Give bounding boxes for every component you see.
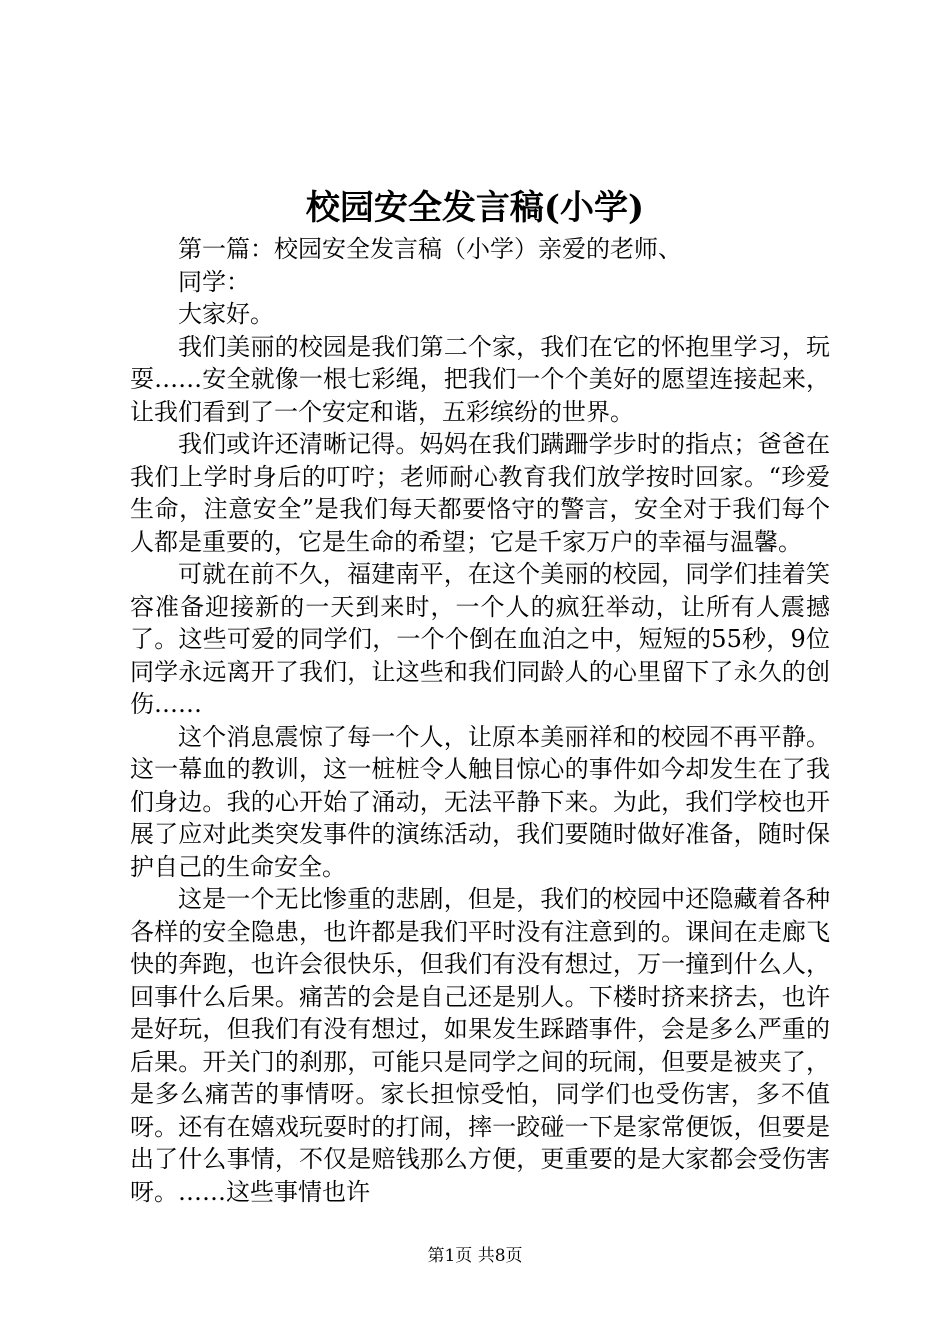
paragraph-body: 我们美丽的校园是我们第二个家，我们在它的怀抱里学习，玩耍……安全就像一根七彩绳，把我们一个个美好的愿望连接起来，让我们看到了一个安定和谐，五彩缤纷的世界。 [130, 332, 830, 426]
paragraph-body: 可就在前不久，福建南平，在这个美丽的校园，同学们挂着笑容准备迎接新的一天到来时，一个人的疯狂举动，让所有人震撼了。这些可爱的同学们，一个个倒在血泊之中，短短的55秒，9位同学永远离开了我们，让这些和我们同龄人的心里留下了永久的创伤…… [130, 560, 830, 718]
paragraph-greeting-hello: 大家好。 [178, 300, 274, 328]
document-body [130, 233, 830, 1208]
paragraph-body: 这个消息震惊了每一个人，让原本美丽祥和的校园不再平静。这一幕血的教训，这一桩桩令人触目惊心的事件如今却发生在了我们身边。我的心开始了涌动，无法平静下来。为此，我们学校也开展了应对此类突发事件的演练活动，我们要随时做好准备，随时保护自己的生命安全。 [130, 722, 830, 881]
paragraph-body: 我们或许还清晰记得。妈妈在我们蹒跚学步时的指点；爸爸在我们上学时身后的叮咛；老师耐心教育我们放学按时回家。“珍爱生命，注意安全”是我们每天都要恪守的警言，安全对于我们每个人都是重要的，它是生命的希望；它是千家万户的幸福与温馨。 [130, 430, 830, 556]
paragraph-heading-line: 第一篇：校园安全发言稿（小学）亲爱的老师、 [178, 235, 682, 263]
paragraph-greeting-classmates: 同学： [178, 267, 250, 296]
paragraph-body: 这是一个无比惨重的悲剧，但是，我们的校园中还隐藏着各种各样的安全隐患，也许都是我们平时没有注意到的。课间在走廊飞快的奔跑，也许会很快乐，但我们有没有想过，万一撞到什么人，回事什么后果。痛苦的会是自己还是别人。下楼时挤来挤去，也许是好玩，但我们有没有想过，如果发生踩踏事件，会是多么严重的后果。开关门的刹那，可能只是同学之间的玩闹，但要是被夹了，是多么痛苦的事情呀。家长担惊受怕，同学们也受伤害，多不值呀。还有在嬉戏玩耍时的打闹，摔一跤碰一下是家常便饭，但要是出了什么事情，不仅是赔钱那么方便，更重要的是大家都会受伤害呀。……这些事情也许 [130, 885, 830, 1206]
document-title: 校园安全发言稿(小学) [305, 188, 645, 228]
page-footer: 第1页 共8页 [427, 1246, 523, 1266]
